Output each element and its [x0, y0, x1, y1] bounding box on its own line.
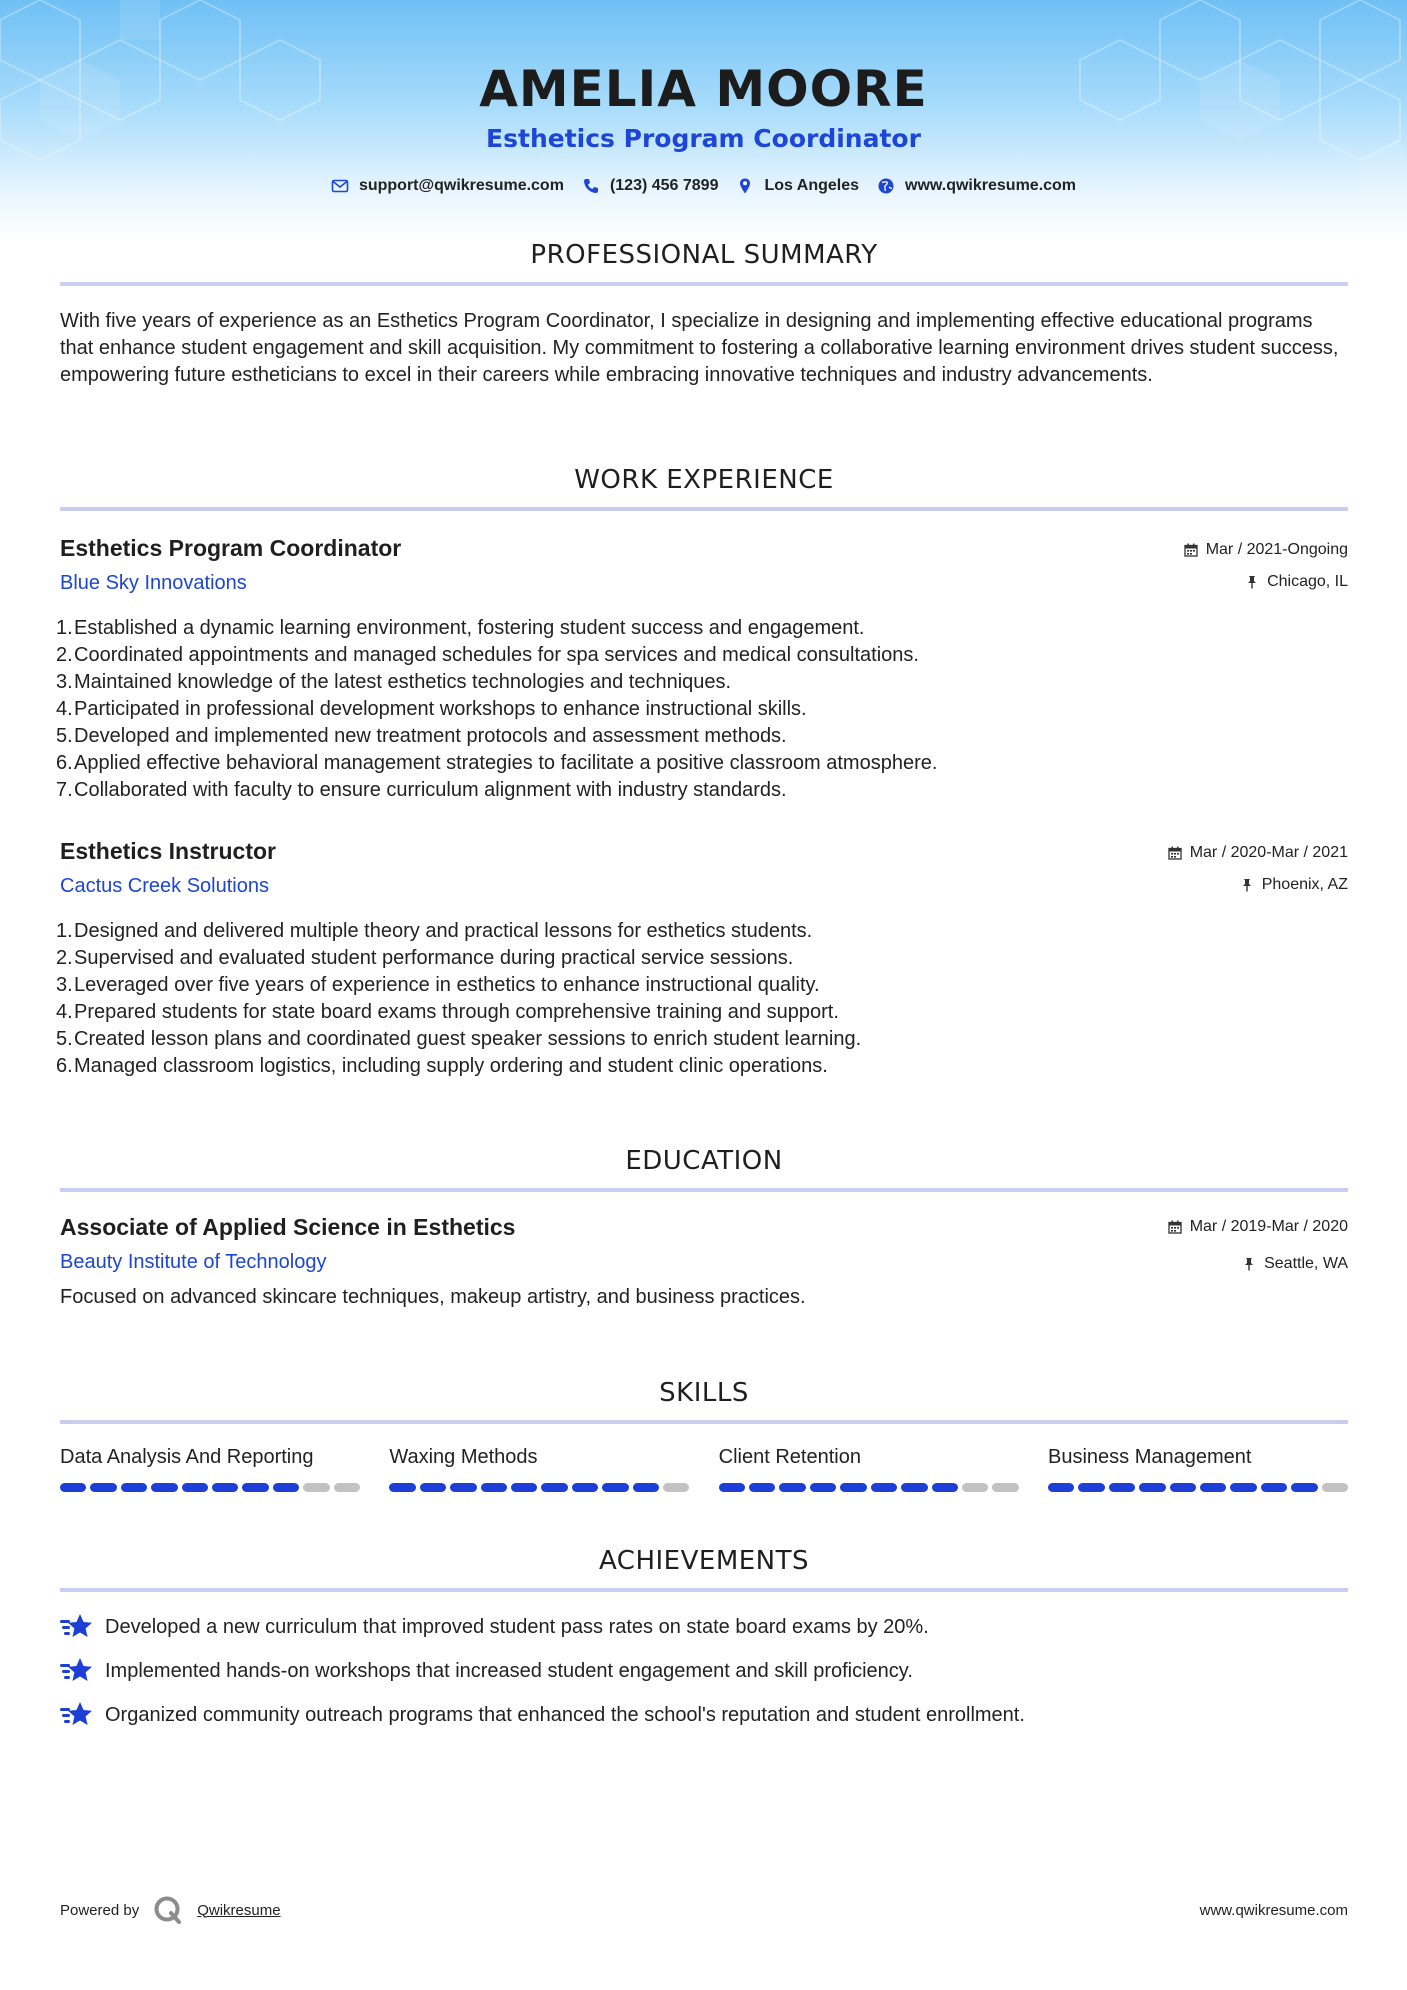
- page-footer: [60, 1895, 1348, 1925]
- pushpin-icon: [1245, 575, 1259, 589]
- skill-segment: [810, 1483, 836, 1492]
- education-entry: [60, 1214, 1348, 1309]
- contact-location: [736, 177, 859, 195]
- list-item: 3. Maintained knowledge of the latest esthetics technologies and techniques.: [56, 671, 732, 693]
- list-item: 2. Coordinated appointments and managed schedules for spa services and medical consultations.: [56, 644, 919, 666]
- list-item: 6. Applied effective behavioral management strategies to facilitate a positive classroom atmosphere.: [56, 752, 938, 774]
- job-entry: [56, 838, 1348, 1080]
- candidate-name: AMELIA MOORE: [479, 60, 928, 118]
- education-description: Focused on advanced skincare techniques, makeup artistry, and business practices.: [60, 1286, 806, 1308]
- job-bullets: [56, 615, 1348, 804]
- skill-segment: [901, 1483, 927, 1492]
- education-location: [1168, 1255, 1348, 1273]
- skill-level-bar: [60, 1483, 360, 1492]
- skill-segment: [1291, 1483, 1317, 1492]
- job-dates: [1168, 844, 1348, 862]
- star-icon: [60, 1700, 93, 1730]
- list-item: 4. Prepared students for state board exams through comprehensive training and support.: [56, 1001, 839, 1023]
- section-title: WORK EXPERIENCE: [574, 465, 834, 495]
- globe-icon: [877, 177, 895, 195]
- map-pin-icon: [736, 177, 754, 195]
- education-meta: [1168, 1218, 1348, 1273]
- section-divider: [60, 507, 1348, 511]
- calendar-icon: [1168, 1220, 1182, 1234]
- skill-segment: [334, 1483, 360, 1492]
- skill-segment: [840, 1483, 866, 1492]
- job-company[interactable]: Cactus Creek Solutions: [60, 875, 269, 897]
- brand-link[interactable]: Qwikresume: [197, 1901, 281, 1919]
- job-location: [1168, 876, 1348, 894]
- skill-item: [389, 1446, 689, 1492]
- email-text: support@qwikresume.com: [358, 177, 564, 194]
- skill-segment: [663, 1483, 689, 1492]
- skill-segment: [1078, 1483, 1104, 1492]
- contact-bar: [0, 177, 1407, 195]
- section-divider: [60, 1420, 1348, 1424]
- section-title: EDUCATION: [625, 1146, 783, 1176]
- skill-item: [719, 1446, 1019, 1492]
- skill-name: Client Retention: [718, 1446, 861, 1468]
- section-divider: [60, 1188, 1348, 1192]
- skill-segment: [389, 1483, 415, 1492]
- candidate-role: Esthetics Program Coordinator: [486, 124, 921, 153]
- degree-title: Associate of Applied Science in Esthetics: [60, 1214, 516, 1240]
- section-title: ACHIEVEMENTS: [598, 1546, 810, 1576]
- skill-segment: [749, 1483, 775, 1492]
- list-item: 6. Managed classroom logistics, including supply ordering and student clinic operations.: [56, 1055, 828, 1077]
- skill-segment: [1230, 1483, 1256, 1492]
- skill-segment: [242, 1483, 268, 1492]
- skill-segment: [602, 1483, 628, 1492]
- job-location-text: Phoenix, AZ: [1261, 876, 1348, 893]
- achievement-text: Implemented hands-on workshops that increased student engagement and skill proficiency.: [105, 1659, 913, 1682]
- summary-section: [60, 240, 1348, 389]
- skill-segment: [90, 1483, 116, 1492]
- skill-segment: [1139, 1483, 1165, 1492]
- list-item: 7. Collaborated with faculty to ensure curriculum alignment with industry standards.: [56, 779, 787, 801]
- job-meta: [1168, 844, 1348, 894]
- skill-segment: [932, 1483, 958, 1492]
- skill-level-bar: [1048, 1483, 1348, 1492]
- contact-email[interactable]: [331, 177, 564, 195]
- skill-segment: [1200, 1483, 1226, 1492]
- skill-segment: [1048, 1483, 1074, 1492]
- list-item: 2. Supervised and evaluated student performance during practical service sessions.: [56, 947, 794, 969]
- skill-segment: [1322, 1483, 1348, 1492]
- powered-by: [60, 1895, 281, 1925]
- powered-by-label: Powered by: [60, 1901, 140, 1919]
- skill-level-bar: [719, 1483, 1019, 1492]
- skills-grid: [60, 1446, 1348, 1492]
- skill-item: [1048, 1446, 1348, 1492]
- section-title: SKILLS: [659, 1378, 749, 1408]
- phone-text: (123) 456 7899: [609, 177, 719, 194]
- education-section: [60, 1146, 1348, 1309]
- location-text: Los Angeles: [764, 177, 860, 194]
- achievement-text: Organized community outreach programs that enhanced the school's reputation and student enrollment.: [105, 1703, 1025, 1726]
- skill-segment: [871, 1483, 897, 1492]
- pushpin-icon: [1240, 878, 1254, 892]
- skill-segment: [121, 1483, 147, 1492]
- summary-text: With five years of experience as an Esthetics Program Coordinator, I specialize in designing and implementing effective educational programs that enhance student engagement and skill acquisition. My commitment to fostering a collaborative learning environment drives student success, empowering future estheticians to excel in their careers while embracing innovative techniques and industry advancements.: [60, 310, 1339, 386]
- qwikresume-logo-icon: [153, 1895, 183, 1925]
- education-location-text: Seattle, WA: [1264, 1255, 1348, 1272]
- calendar-icon: [1184, 543, 1198, 557]
- skill-name: Business Management: [1047, 1446, 1252, 1468]
- envelope-icon: [331, 177, 349, 195]
- contact-phone[interactable]: [582, 177, 719, 195]
- achievement-item: [60, 1700, 1348, 1730]
- skill-name: Data Analysis And Reporting: [60, 1446, 314, 1468]
- skill-segment: [1109, 1483, 1135, 1492]
- skill-segment: [60, 1483, 86, 1492]
- achievement-item: [60, 1612, 1348, 1642]
- website-text: www.qwikresume.com: [905, 177, 1077, 194]
- star-icon: [60, 1656, 93, 1686]
- skill-item: [60, 1446, 360, 1492]
- job-location-text: Chicago, IL: [1267, 573, 1348, 590]
- pushpin-icon: [1242, 1257, 1256, 1271]
- job-meta: [1184, 541, 1348, 591]
- skill-segment: [572, 1483, 598, 1492]
- job-company[interactable]: Blue Sky Innovations: [60, 572, 247, 594]
- skill-segment: [962, 1483, 988, 1492]
- footer-website[interactable]: www.qwikresume.com: [1199, 1901, 1348, 1919]
- job-bullets: [56, 918, 1348, 1080]
- skill-segment: [450, 1483, 476, 1492]
- experience-section: [56, 465, 1348, 1080]
- achievement-text: Developed a new curriculum that improved student pass rates on state board exams by 20%.: [105, 1615, 929, 1638]
- contact-website[interactable]: [877, 177, 1076, 195]
- job-dates: [1184, 541, 1348, 559]
- list-item: 1. Designed and delivered multiple theory and practical lessons for esthetics students.: [56, 920, 813, 942]
- job-title: Esthetics Instructor: [60, 838, 276, 864]
- skill-segment: [182, 1483, 208, 1492]
- skill-segment: [1170, 1483, 1196, 1492]
- list-item: 5. Developed and implemented new treatment protocols and assessment methods.: [56, 725, 787, 747]
- skill-segment: [719, 1483, 745, 1492]
- achievement-item: [60, 1656, 1348, 1686]
- job-location: [1184, 573, 1348, 591]
- job-entry: [56, 535, 1348, 804]
- skill-segment: [303, 1483, 329, 1492]
- skill-segment: [273, 1483, 299, 1492]
- skill-segment: [541, 1483, 567, 1492]
- skill-segment: [633, 1483, 659, 1492]
- skill-segment: [212, 1483, 238, 1492]
- section-divider: [60, 282, 1348, 286]
- list-item: 3. Leveraged over five years of experience in esthetics to enhance instructional quality.: [56, 974, 820, 996]
- achievements-section: [60, 1546, 1348, 1730]
- skill-segment: [481, 1483, 507, 1492]
- section-divider: [60, 1588, 1348, 1592]
- skill-segment: [779, 1483, 805, 1492]
- resume-header: [0, 60, 1407, 195]
- school-name[interactable]: Beauty Institute of Technology: [60, 1251, 327, 1273]
- skill-segment: [420, 1483, 446, 1492]
- phone-icon: [582, 177, 600, 195]
- star-icon: [60, 1612, 93, 1642]
- skill-segment: [992, 1483, 1018, 1492]
- skill-segment: [1261, 1483, 1287, 1492]
- skill-level-bar: [389, 1483, 689, 1492]
- skill-segment: [151, 1483, 177, 1492]
- section-title: PROFESSIONAL SUMMARY: [530, 240, 878, 270]
- list-item: 1. Established a dynamic learning environment, fostering student success and engagement.: [56, 617, 865, 639]
- education-dates-text: Mar / 2019-Mar / 2020: [1189, 1218, 1348, 1235]
- calendar-icon: [1168, 846, 1182, 860]
- job-title: Esthetics Program Coordinator: [60, 535, 402, 561]
- skill-name: Waxing Methods: [389, 1446, 538, 1468]
- job-dates-text: Mar / 2021-Ongoing: [1205, 541, 1348, 558]
- skill-segment: [511, 1483, 537, 1492]
- education-dates: [1168, 1218, 1348, 1236]
- job-dates-text: Mar / 2020-Mar / 2021: [1189, 844, 1348, 861]
- list-item: 5. Created lesson plans and coordinated guest speaker sessions to enrich student learning.: [56, 1028, 862, 1050]
- list-item: 4. Participated in professional development workshops to enhance instructional skills.: [56, 698, 807, 720]
- achievements-list: [60, 1612, 1348, 1730]
- skills-section: [60, 1378, 1348, 1492]
